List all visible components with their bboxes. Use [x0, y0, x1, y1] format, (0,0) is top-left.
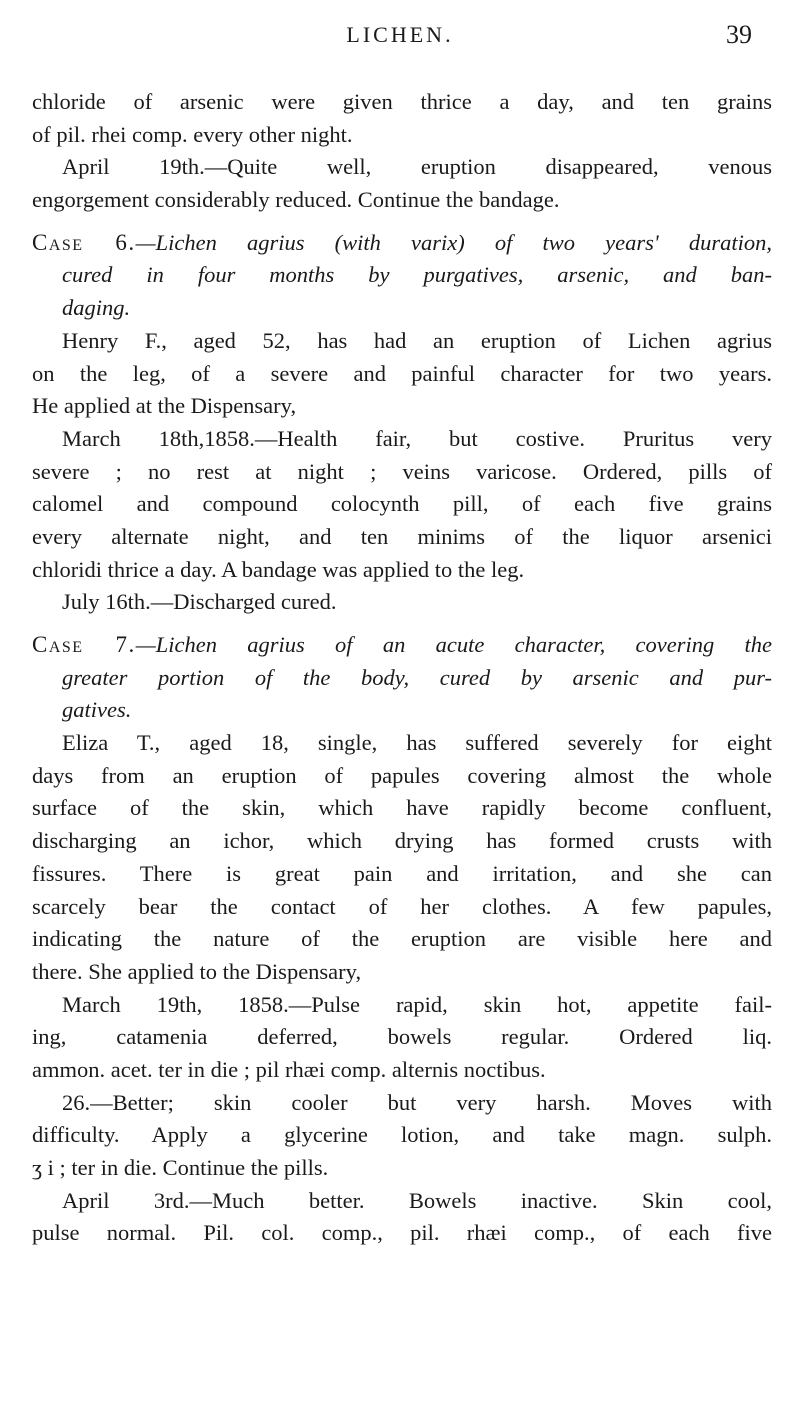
paragraph-gap	[32, 217, 772, 227]
text-line: on the leg, of a severe and painful character for two years.	[32, 360, 772, 386]
text-line: surface of the skin, which have rapidly become confluent,	[32, 795, 772, 821]
case-title: —Lichen agrius (with varix) of two years' duration,	[135, 229, 772, 255]
text-line: of pil. rhei comp. every other night.	[32, 121, 353, 147]
text-line: Henry F., aged 52, has had an eruption of Lichen agrius	[62, 327, 772, 353]
text-line: 26.—Better; skin cooler but very harsh. Moves with	[62, 1089, 772, 1115]
case-label: Case 6.	[32, 229, 136, 255]
case-heading-line	[32, 629, 772, 662]
text-line: calomel and compound colocynth pill, of each five grains	[32, 491, 772, 517]
text-line: discharging an ichor, which drying has formed crusts with	[32, 828, 772, 854]
text-line: pulse normal. Pil. col. comp., pil. rhæi comp., of each five	[32, 1220, 772, 1246]
text-line: severe ; no rest at night ; veins varicose. Ordered, pills of	[32, 458, 772, 484]
text-line: March 19th, 1858.—Pulse rapid, skin hot, appetite fail-	[62, 991, 772, 1017]
case-title-line: greater portion of the body, cured by arsenic and pur-	[62, 664, 772, 690]
text-line: indicating the nature of the eruption are visible here and	[32, 926, 772, 952]
text-line: chloridi thrice a day. A bandage was applied to the leg.	[32, 556, 525, 582]
text-line: days from an eruption of papules covering almost the whole	[32, 762, 772, 788]
text-line: ammon. acet. ter in die ; pil rhæi comp. alternis noctibus.	[32, 1056, 546, 1082]
text-line: chloride of arsenic were given thrice a day, and ten grains	[32, 89, 772, 114]
text-line: ing, catamenia deferred, bowels regular. Ordered liq.	[32, 1024, 772, 1050]
paragraph-gap	[32, 619, 772, 629]
text-line: difficulty. Apply a glycerine lotion, and take magn. sulph.	[32, 1122, 772, 1148]
text-line: there. She applied to the Dispensary,	[32, 958, 362, 984]
text-line: April 19th.—Quite well, eruption disappeared, venous	[62, 154, 772, 180]
body-text	[32, 86, 772, 1250]
case-title-line: gatives.	[62, 697, 132, 723]
text-line: fissures. There is great pain and irritation, and she can	[32, 860, 772, 886]
text-line: every alternate night, and ten minims of the liquor arsenici	[32, 523, 772, 549]
text-line: engorgement considerably reduced. Continue the bandage.	[32, 187, 560, 213]
case-title-line: daging.	[62, 295, 131, 321]
running-title: LICHEN.	[346, 22, 454, 47]
text-line: July 16th.—Discharged cured.	[62, 589, 337, 615]
page-number: 39	[726, 20, 752, 49]
case-title: —Lichen agrius of an acute character, covering the	[135, 632, 772, 657]
text-line: He applied at the Dispensary,	[32, 393, 297, 419]
text-line: scarcely bear the contact of her clothes. A few papules,	[32, 893, 772, 919]
text-line: Eliza T., aged 18, single, has suffered severely for eight	[62, 730, 772, 756]
text-line: ʒ i ; ter in die. Continue the pills.	[32, 1155, 329, 1180]
case-heading-line	[32, 227, 772, 260]
case-title-line: cured in four months by purgatives, arsenic, and ban-	[62, 262, 772, 288]
running-head	[0, 22, 800, 62]
text-line: April 3rd.—Much better. Bowels inactive. Skin cool,	[62, 1187, 772, 1213]
case-label: Case 7.	[32, 632, 136, 657]
text-line: March 18th,1858.—Health fair, but costive. Pruritus very	[62, 425, 772, 451]
